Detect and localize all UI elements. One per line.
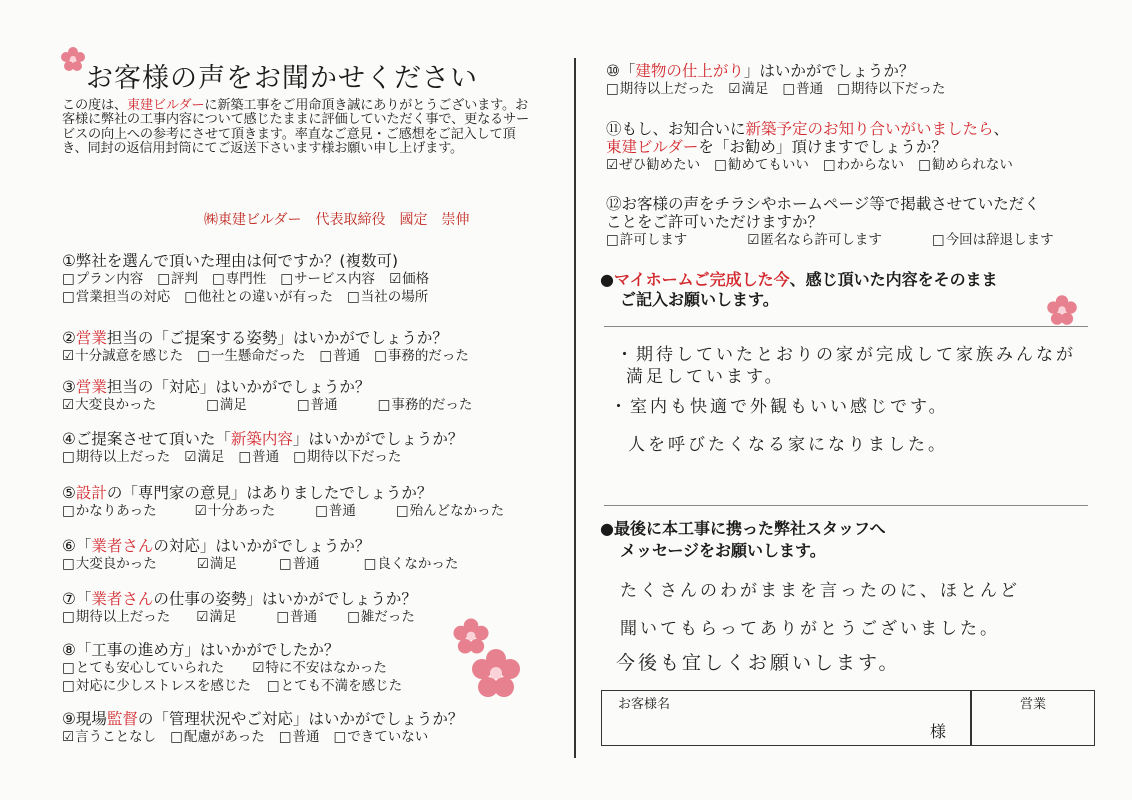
checkbox-option[interactable]: □ 当社の場所 (347, 288, 428, 306)
checkbox-option[interactable]: □ かなりあった (62, 502, 157, 520)
question-9: ⑨現場監督の「管理状況やご対応」はいかがでしょうか？ ☑ 言うことなし□ 配慮があった□ 普通□ できていない (62, 710, 463, 746)
question-4: ④ご提案させて頂いた「新築内容」はいかがでしょうか？ □ 期待以上だった☑ 満足□ 普通□ 期待以下だった (62, 430, 463, 466)
checkbox-option[interactable]: □ 満足 (206, 396, 247, 414)
handwritten-answer-line: 満足しています。 (626, 367, 785, 387)
checkbox-option[interactable]: □ プラン内容 (62, 270, 143, 288)
page-title: お客様の声をお聞かせください (86, 63, 478, 94)
checkbox-option[interactable]: □ 営業担当の対応 (62, 288, 170, 306)
signature: ㈱東建ビルダー 代表取締役 國定 崇伸 (204, 212, 470, 228)
checkbox-option[interactable]: □ 普通 (279, 555, 320, 573)
checkbox-option[interactable]: □ 普通 (782, 80, 823, 98)
checkbox-option[interactable]: □ 勧められない (918, 156, 1013, 174)
checkbox-option[interactable]: □ 配慮があった (170, 728, 265, 746)
checkbox-option[interactable]: □ 許可します (606, 231, 687, 249)
writing-line (604, 326, 1088, 327)
checkbox-option[interactable]: □ サービス内容 (280, 270, 375, 288)
customer-name-label: お客様名 (618, 697, 671, 712)
customer-info-box (601, 690, 1095, 746)
checkbox-option[interactable]: □ 大変良かった (62, 555, 157, 573)
handwritten-answer-line: 人を呼びたくなる家になりました。 (628, 435, 948, 455)
checkbox-option-checked[interactable]: ☑ ぜひ勧めたい (606, 156, 700, 174)
checkbox-option[interactable]: □ 期待以上だった (606, 80, 714, 98)
checkbox-option[interactable]: □ 良くなかった (364, 555, 459, 573)
handwritten-answer-line: 聞いてもらってありがとうございました。 (620, 619, 1000, 639)
writing-line (604, 505, 1088, 506)
checkbox-option[interactable]: □ 期待以上だった (62, 448, 170, 466)
checkbox-option-checked[interactable]: ☑ 十分誠意を感じた (62, 347, 183, 365)
checkbox-option[interactable]: □ 雑だった (347, 608, 415, 626)
handwritten-answer-line: ・期待していたとおりの家が完成して家族みんなが (616, 345, 1076, 365)
checkbox-option-checked[interactable]: ☑ 価格 (389, 270, 429, 288)
checkbox-option[interactable]: □ 今回は辞退します (932, 231, 1054, 249)
question-8: ⑧「工事の進め方」はいかがでしたか？ □ とても安心していられた☑ 特に不安はなかった □ 対応に少しストレスを感じた□ とても不満を感じた (62, 641, 416, 695)
sakura-icon (470, 647, 522, 699)
checkbox-option[interactable]: □ わからない (823, 156, 904, 174)
checkbox-option[interactable]: □ 普通 (319, 347, 360, 365)
checkbox-option[interactable]: □ 殆んどなかった (396, 502, 504, 520)
checkbox-option-checked[interactable]: ☑ 特に不安はなかった (252, 659, 387, 677)
checkbox-option[interactable]: □ 評判 (157, 270, 198, 288)
column-divider (574, 58, 576, 758)
checkbox-option[interactable]: □ 専門性 (212, 270, 266, 288)
checkbox-option-checked[interactable]: ☑ 言うことなし (62, 728, 156, 746)
checkbox-option[interactable]: □ 他社との違いが有った (184, 288, 333, 306)
checkbox-option[interactable]: □ 期待以下だった (837, 80, 945, 98)
checkbox-option[interactable]: □ 普通 (238, 448, 279, 466)
checkbox-option[interactable]: □ 対応に少しストレスを感じた (62, 677, 251, 695)
question-7: ⑦「業者さんの仕事の姿勢」はいかがでしょうか？ □ 期待以上だった☑ 満足□ 普通□ 雑だった (62, 590, 429, 626)
checkbox-option[interactable]: □ 普通 (297, 396, 338, 414)
checkbox-option[interactable]: □ とても不満を感じた (267, 677, 402, 695)
handwritten-answer-line: たくさんのわがままを言ったのに、ほとんど (620, 581, 1020, 601)
handwritten-answer-line: ・室内も快適で外観もいい感じです。 (610, 397, 949, 417)
checkbox-option[interactable]: □ できていない (334, 728, 429, 746)
checkbox-option-checked[interactable]: ☑ 満足 (728, 80, 768, 98)
section-heading-staff-message: ●最後に本工事に携った弊社スタッフへ メッセージをお願いします。 (600, 519, 886, 560)
question-5: ⑤設計の「専門家の意見」はありましたでしょうか？ □ かなりあった☑ 十分あった□ 普通□ 殆んどなかった (62, 484, 518, 520)
checkbox-option[interactable]: □ 普通 (276, 608, 317, 626)
checkbox-option[interactable]: □ 事務的だった (374, 347, 469, 365)
checkbox-option-checked[interactable]: ☑ 十分あった (195, 502, 275, 520)
section-heading-impressions: ●マイホームご完成した今、感じ頂いた内容をそのまま ご記入お願いします。 (600, 270, 998, 309)
checkbox-option[interactable]: □ 事務的だった (378, 396, 473, 414)
checkbox-option[interactable]: □ 一生懸命だった (197, 347, 305, 365)
question-6: ⑥「業者さんの対応」はいかがでしょうか？ □ 大変良かった☑ 満足□ 普通□ 良くなかった (62, 537, 472, 573)
box-separator (970, 691, 972, 745)
sales-label: 営業 (1020, 697, 1047, 712)
sakura-icon (60, 46, 86, 72)
checkbox-option[interactable]: □ 勧めてもいい (714, 156, 809, 174)
checkbox-option-checked[interactable]: ☑ 満足 (184, 448, 224, 466)
checkbox-option[interactable]: □ 期待以下だった (293, 448, 401, 466)
checkbox-option-checked[interactable]: ☑ 匿名なら許可します (747, 231, 882, 249)
checkbox-option-checked[interactable]: ☑ 満足 (196, 608, 236, 626)
checkbox-option[interactable]: □ 普通 (279, 728, 320, 746)
sakura-icon (1046, 294, 1078, 326)
checkbox-option-checked[interactable]: ☑ 満足 (197, 555, 237, 573)
intro-text: この度は、東建ビルダーに新築工事をご用命頂き誠にありがとうございます。お客様に弊社の工事内容について感じたままに評価していただく事で、更なるサービスの向上への参考にさせて頂きます。率直なご意見・ご感想をご記入して頂き、同封の返信用封筒にてご返送下さいます様お願い申し上げます。 (62, 98, 530, 157)
question-12: ⑫お客様の声をチラシやホームページ等で掲載させていただく ことをご許可いただけますか？ □ 許可します☑ 匿名なら許可します□ 今回は辞退します (606, 195, 1068, 249)
checkbox-option-checked[interactable]: ☑ 大変良かった (62, 396, 156, 414)
checkbox-option[interactable]: □ とても安心していられた (62, 659, 224, 677)
question-10: ⑩「建物の仕上がり」はいかがでしょうか？ □ 期待以上だった☑ 満足□ 普通□ 期待以下だった (606, 62, 959, 98)
checkbox-option[interactable]: □ 期待以上だった (62, 608, 170, 626)
question-11: ⑪もし、お知合いに新築予定のお知り合いがいましたら、 東建ビルダーを「お勧め」頂けますでしょうか？ ☑ ぜひ勧めたい□ 勧めてもいい□ わからない□ 勧められない (606, 120, 1027, 174)
question-2: ②営業担当の「ご提案する姿勢」はいかがでしょうか？ ☑ 十分誠意を感じた□ 一生懸命だった□ 普通□ 事務的だった (62, 329, 483, 365)
question-3: ③営業担当の「対応」はいかがでしょうか？ ☑ 大変良かった□ 満足□ 普通□ 事務的だった (62, 378, 486, 414)
sama-label: 様 (930, 722, 947, 741)
checkbox-option[interactable]: □ 普通 (315, 502, 356, 520)
handwritten-answer-line: 今後も宜しくお願いします。 (616, 652, 901, 674)
question-1: ①弊社を選んで頂いた理由は何ですか？(複数可) □ プラン内容□ 評判□ 専門性□ サービス内容☑ 価格 □ 営業担当の対応□ 他社との違いが有った□ 当社の場所 (62, 252, 443, 306)
